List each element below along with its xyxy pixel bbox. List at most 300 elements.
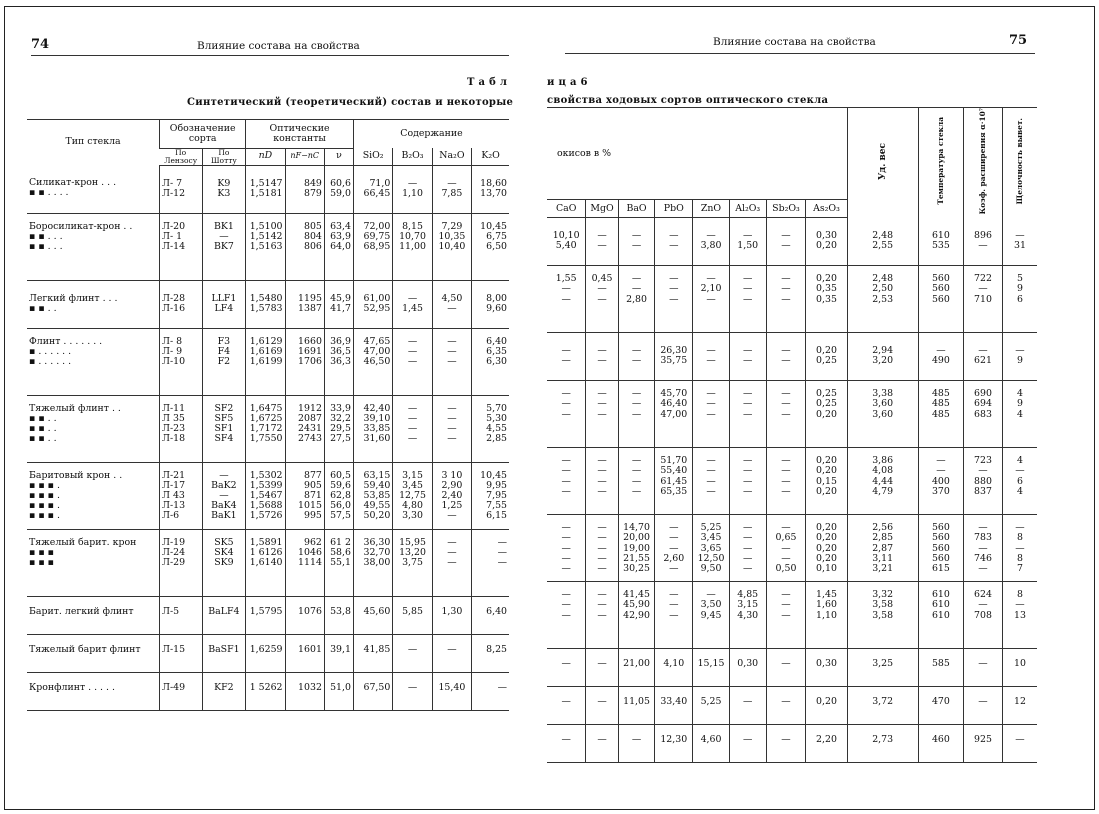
- sb2o3-cell-line: 0,65: [775, 532, 797, 544]
- sb2o3-cell-line: —: [781, 599, 791, 611]
- nfnc-cell-line: 1032: [298, 681, 322, 693]
- k2o-cell-line: 2,85: [486, 433, 507, 445]
- nfnc-cell: [285, 395, 324, 462]
- na2o-cell-line: —: [447, 546, 457, 558]
- sb2o3-cell-line: —: [781, 552, 791, 564]
- b2o3-cell: [393, 596, 432, 634]
- cao-cell-line: 1,55: [555, 273, 577, 285]
- pbo-cell-line: —: [669, 273, 679, 285]
- sio2-cell-line: 31,60: [363, 433, 391, 445]
- nu-cell-line: 60,5: [330, 469, 351, 481]
- k2o-cell-line: 9,60: [486, 302, 507, 314]
- schott-code-cell: [202, 395, 246, 462]
- table-row: [547, 448, 1037, 515]
- mgo-cell-line: —: [597, 599, 607, 611]
- na2o-cell-line: 10,35: [438, 230, 466, 242]
- header-temperature: Температура стекла: [918, 108, 963, 218]
- glass-type-cell: [27, 280, 160, 328]
- nu-cell-line: 64,0: [330, 240, 351, 252]
- pbo-cell-line: 26,30: [660, 345, 688, 357]
- cao-cell: [547, 333, 586, 381]
- sg-cell: [847, 687, 918, 725]
- sio2-cell-line: 61,00: [363, 292, 391, 304]
- right-running-head: Влияние состава на свойства: [713, 36, 876, 48]
- temp-cell-line: 560: [931, 532, 950, 544]
- coef-cell: [964, 582, 1003, 649]
- left-table-word: Т а б л: [467, 77, 508, 88]
- cao-cell-line: —: [561, 609, 571, 621]
- glass-type-cell: [27, 529, 160, 596]
- lenzos-code-cell: [160, 165, 202, 213]
- pbo-cell-line: —: [669, 609, 679, 621]
- cao-cell: [547, 725, 586, 763]
- header-by-schott: По Шотту: [202, 148, 246, 165]
- glass-type-cell-line: Тяжелый барит флинт: [29, 643, 141, 655]
- zno-cell-line: 9,50: [700, 562, 722, 574]
- glass-type-cell-line: ▪ ▪ ▪: [29, 556, 55, 568]
- as2o3-cell-line: 0,35: [816, 293, 837, 305]
- sg-cell-line: 3,60: [872, 408, 894, 420]
- schott-code-cell-line: SF1: [214, 422, 234, 434]
- cao-cell-line: —: [561, 475, 571, 487]
- mgo-cell-line: —: [597, 485, 607, 497]
- mgo-cell-line: —: [597, 355, 607, 367]
- nd-cell-line: 1,5163: [249, 240, 283, 252]
- table-row: [547, 381, 1037, 448]
- glass-type-cell-line: Легкий флинт . . .: [29, 292, 118, 304]
- zno-cell: [693, 725, 730, 763]
- glass-type-cell: [27, 672, 160, 710]
- al2o3-cell-line: 4,85: [737, 589, 759, 601]
- coef-cell-line: —: [978, 696, 988, 708]
- sg-cell-line: 2,48: [872, 273, 894, 285]
- alk-cell: [1002, 649, 1037, 687]
- schott-code-cell: [202, 213, 246, 280]
- lenzos-code-cell: [160, 328, 202, 395]
- na2o-cell-line: 2,40: [441, 489, 463, 501]
- al2o3-cell-line: 0,30: [737, 658, 759, 670]
- glass-type-cell-line: ▪ . . . . . .: [29, 355, 72, 367]
- k2o-cell-line: 6,40: [486, 335, 507, 347]
- b2o3-cell-line: —: [407, 177, 418, 189]
- alk-cell-line: 4: [1016, 455, 1023, 467]
- sg-cell-line: 3,38: [872, 388, 894, 400]
- k2o-cell-line: 10,45: [480, 469, 507, 481]
- zno-cell-line: 3,80: [700, 240, 722, 252]
- zno-cell-line: 3,45: [700, 532, 722, 544]
- bao-cell: [618, 687, 655, 725]
- nd-cell-line: 1,6475: [249, 402, 283, 414]
- sg-cell: [847, 381, 918, 448]
- na2o-cell-line: 7,85: [441, 187, 463, 199]
- right-table-body: [547, 218, 1037, 763]
- al2o3-cell-line: —: [743, 455, 753, 467]
- sio2-cell: [353, 462, 392, 529]
- b2o3-cell-line: —: [407, 412, 418, 424]
- b2o3-cell-line: 5,85: [402, 605, 423, 617]
- zno-cell-line: —: [706, 398, 716, 410]
- nd-cell: [246, 280, 285, 328]
- header-optical-constants: Оптические константы: [246, 120, 354, 149]
- al2o3-cell-line: —: [743, 273, 753, 285]
- lenzos-code-cell-line: Л-12: [162, 187, 186, 199]
- temp-cell-line: 610: [931, 589, 950, 601]
- lenzos-code-cell: [160, 213, 202, 280]
- al2o3-cell-line: —: [743, 485, 753, 497]
- pbo-cell-line: 2,60: [663, 552, 685, 564]
- sio2-cell-line: 52,95: [363, 302, 391, 314]
- schott-code-cell-line: F3: [217, 335, 231, 347]
- as2o3-cell: [806, 582, 847, 649]
- nfnc-cell-line: 905: [304, 479, 322, 491]
- b2o3-cell-line: 12,75: [399, 489, 426, 501]
- mgo-cell-line: —: [597, 734, 607, 746]
- zno-cell-line: —: [706, 455, 716, 467]
- nd-cell-line: 1,6199: [249, 355, 283, 367]
- bao-cell-line: 2,80: [626, 293, 647, 305]
- sb2o3-cell-line: —: [781, 240, 791, 252]
- lenzos-code-cell-line: Л-10: [162, 355, 186, 367]
- b2o3-cell: [393, 328, 432, 395]
- na2o-cell-line: —: [447, 510, 457, 522]
- as2o3-cell-line: 1,60: [816, 599, 837, 611]
- na2o-cell: [432, 395, 471, 462]
- sg-cell-line: 2,55: [872, 239, 894, 251]
- k2o-cell-line: 7,95: [486, 489, 507, 501]
- coef-cell: [964, 448, 1003, 515]
- as2o3-cell-line: 0,35: [816, 283, 837, 295]
- nfnc-cell-line: 1691: [298, 345, 322, 357]
- glass-type-cell-line: Кронфлинт . . . . .: [29, 681, 115, 693]
- sb2o3-cell-line: —: [781, 230, 791, 242]
- nd-cell: [246, 395, 285, 462]
- alk-cell-line: 4: [1016, 485, 1023, 497]
- nfnc-cell-line: 877: [304, 469, 322, 481]
- k2o-cell-line: —: [497, 536, 507, 548]
- temp-cell-line: 560: [931, 273, 950, 285]
- glass-type-cell: [27, 328, 160, 395]
- pbo-cell-line: —: [669, 562, 679, 574]
- mgo-cell: [586, 266, 618, 333]
- alk-cell: [1002, 515, 1037, 582]
- cao-cell: [547, 448, 586, 515]
- sg-cell: [847, 266, 918, 333]
- alk-cell-line: 5: [1016, 273, 1023, 285]
- pbo-cell: [655, 333, 693, 381]
- k2o-cell-line: 9,95: [486, 479, 507, 491]
- pbo-cell-line: —: [669, 240, 679, 252]
- schott-code-cell-line: LLF1: [211, 292, 237, 304]
- right-head-rule: [565, 53, 1035, 54]
- coef-cell: [964, 333, 1003, 381]
- zno-cell-line: —: [706, 465, 716, 477]
- b2o3-cell-line: 15,95: [399, 536, 426, 548]
- nu-cell-line: 45,9: [330, 292, 351, 304]
- pbo-cell-line: —: [669, 293, 679, 305]
- pbo-cell: [655, 381, 693, 448]
- k2o-cell-line: 6,50: [486, 240, 507, 252]
- as2o3-cell-line: 1,45: [816, 589, 837, 601]
- nd-cell-line: 1,5688: [249, 500, 283, 512]
- sb2o3-cell-line: —: [781, 696, 791, 708]
- coef-cell-line: 690: [974, 388, 992, 400]
- sb2o3-cell: [766, 333, 806, 381]
- nfnc-cell: [285, 280, 324, 328]
- na2o-cell-line: 1,25: [441, 500, 463, 512]
- coef-cell-line: —: [978, 345, 988, 357]
- alk-cell-line: 6: [1016, 293, 1023, 305]
- nu-cell-line: 33,9: [330, 402, 351, 414]
- bao-cell-line: 21,55: [623, 552, 650, 564]
- b2o3-cell-line: —: [407, 422, 418, 434]
- k2o-cell: [472, 672, 509, 710]
- b2o3-cell-line: —: [407, 643, 418, 655]
- glass-type-cell-line: ▪ ▪ . .: [29, 412, 57, 424]
- k2o-cell-line: 4,55: [486, 422, 507, 434]
- sb2o3-cell-line: —: [781, 293, 791, 305]
- temp-cell-line: 485: [931, 388, 950, 400]
- sio2-cell-line: 47,65: [363, 335, 391, 347]
- sb2o3-cell-line: —: [781, 609, 791, 621]
- left-composition-table: [27, 119, 509, 711]
- sb2o3-cell: [766, 582, 806, 649]
- sg-cell-line: 2,48: [872, 229, 894, 241]
- k2o-cell: [472, 280, 509, 328]
- nu-cell-line: 55,1: [330, 556, 351, 568]
- table-row: [547, 515, 1037, 582]
- al2o3-cell-line: 1,50: [737, 240, 759, 252]
- header-sb2o3: Sb₂O₃: [766, 200, 806, 218]
- zno-cell-line: 4,60: [700, 734, 722, 746]
- nd-cell-line: 1,5783: [249, 302, 283, 314]
- alk-cell: [1002, 333, 1037, 381]
- k2o-cell: [472, 529, 509, 596]
- lenzos-code-cell-line: Л-13: [162, 500, 186, 512]
- al2o3-cell-line: 4,30: [737, 609, 759, 621]
- nu-cell: [324, 395, 353, 462]
- schott-code-cell-line: F2: [217, 355, 231, 367]
- cao-cell-line: —: [561, 734, 571, 746]
- lenzos-code-cell-line: Л-17: [162, 479, 186, 491]
- nu-cell: [324, 529, 353, 596]
- glass-type-cell-line: ▪ ▪ . .: [29, 302, 57, 314]
- zno-cell: [693, 333, 730, 381]
- header-glass-type: Тип стекла: [27, 120, 160, 166]
- glass-type-cell-line: Барит. легкий флинт: [29, 605, 134, 617]
- sg-cell-line: 3,32: [872, 589, 894, 601]
- table-row: [27, 328, 509, 395]
- bao-cell-line: —: [631, 398, 642, 410]
- lenzos-code-cell: [160, 634, 202, 672]
- pbo-cell: [655, 582, 693, 649]
- bao-cell-line: —: [631, 455, 642, 467]
- glass-type-cell: [27, 596, 160, 634]
- pbo-cell: [655, 218, 693, 266]
- k2o-cell: [472, 328, 509, 395]
- zno-cell-line: —: [706, 388, 716, 400]
- nd-cell-line: 1,6169: [249, 345, 283, 357]
- temp-cell-line: 535: [931, 239, 950, 251]
- mgo-cell-line: —: [597, 465, 607, 477]
- sb2o3-cell-line: —: [781, 658, 791, 670]
- sg-cell: [847, 582, 918, 649]
- mgo-cell-line: —: [597, 475, 607, 487]
- al2o3-cell-line: —: [743, 283, 753, 295]
- nu-cell-line: 56,0: [330, 500, 351, 512]
- right-properties-table: [547, 107, 1037, 763]
- pbo-cell-line: 35,75: [660, 355, 688, 367]
- bao-cell-line: —: [631, 355, 642, 367]
- sg-cell-line: 4,08: [872, 465, 894, 477]
- b2o3-cell: [393, 213, 432, 280]
- pbo-cell-line: —: [669, 522, 679, 534]
- nu-cell-line: 61 2: [330, 536, 351, 548]
- k2o-cell-line: —: [497, 681, 507, 693]
- zno-cell-line: —: [706, 408, 716, 420]
- schott-code-cell-line: BaLF4: [208, 605, 240, 617]
- b2o3-cell-line: 4,80: [402, 500, 423, 512]
- pbo-cell-line: 4,10: [663, 658, 685, 670]
- cao-cell: [547, 266, 586, 333]
- zno-cell-line: 2,10: [700, 283, 722, 295]
- b2o3-cell-line: 8,15: [402, 220, 423, 232]
- na2o-cell-line: 10,40: [438, 240, 466, 252]
- al2o3-cell: [729, 649, 766, 687]
- na2o-cell-line: —: [447, 345, 457, 357]
- temp-cell-line: 560: [931, 283, 950, 295]
- header-b2o3: B₂O₃: [393, 148, 432, 165]
- al2o3-cell-line: —: [743, 293, 753, 305]
- coef-cell-line: 783: [974, 532, 992, 544]
- nd-cell: [246, 672, 285, 710]
- al2o3-cell-line: 3,15: [737, 599, 759, 611]
- mgo-cell-line: —: [597, 589, 607, 601]
- pbo-cell-line: —: [669, 230, 679, 242]
- b2o3-cell-line: —: [407, 681, 418, 693]
- cao-cell-line: —: [561, 465, 571, 477]
- k2o-cell-line: 6,35: [486, 345, 507, 357]
- al2o3-cell-line: —: [743, 230, 753, 242]
- schott-code-cell-line: SK5: [214, 536, 234, 548]
- al2o3-cell-line: —: [743, 734, 753, 746]
- glass-type-cell-line: ▪ ▪ ▪ .: [29, 479, 60, 491]
- glass-type-cell-line: ▪ ▪ ▪: [29, 546, 55, 558]
- sg-cell-line: 4,44: [872, 475, 894, 487]
- b2o3-cell-line: 3,15: [402, 469, 423, 481]
- schott-code-cell-line: SK4: [214, 546, 234, 558]
- sb2o3-cell-line: —: [781, 734, 791, 746]
- al2o3-cell-line: —: [743, 398, 753, 410]
- mgo-cell: [586, 687, 618, 725]
- na2o-cell-line: —: [447, 302, 457, 314]
- header-nfnc: nF−nC: [285, 148, 324, 165]
- coef-cell-line: —: [978, 465, 988, 477]
- coef-cell: [964, 381, 1003, 448]
- alk-cell-line: 10: [1013, 658, 1026, 670]
- table-row: [547, 649, 1037, 687]
- table-row: [27, 596, 509, 634]
- na2o-cell-line: 15,40: [438, 681, 466, 693]
- sb2o3-cell-line: —: [781, 398, 791, 410]
- as2o3-cell-line: 0,20: [816, 696, 837, 708]
- zno-cell-line: —: [706, 230, 716, 242]
- sio2-cell: [353, 328, 392, 395]
- nd-cell-line: 1,7172: [249, 422, 283, 434]
- bao-cell-line: —: [631, 345, 642, 357]
- schott-code-cell-line: BaK2: [211, 479, 237, 491]
- temp-cell: [918, 333, 963, 381]
- schott-code-cell-line: F4: [217, 345, 231, 357]
- na2o-cell: [432, 596, 471, 634]
- table-row: [547, 687, 1037, 725]
- al2o3-cell: [729, 687, 766, 725]
- sg-cell-line: 3,60: [872, 398, 894, 410]
- bao-cell-line: —: [631, 475, 642, 487]
- nfnc-cell: [285, 165, 324, 213]
- na2o-cell-line: —: [447, 412, 457, 424]
- zno-cell-line: 3,65: [700, 542, 722, 554]
- nd-cell-line: 1,5795: [249, 605, 283, 617]
- alk-cell-line: 13: [1013, 609, 1026, 621]
- nfnc-cell: [285, 328, 324, 395]
- temp-cell: [918, 448, 963, 515]
- b2o3-cell-line: —: [407, 345, 418, 357]
- glass-type-cell-line: ▪ ▪ ▪ .: [29, 489, 60, 501]
- bao-cell-line: 19,00: [623, 542, 650, 554]
- schott-code-cell: [202, 462, 246, 529]
- glass-type-cell: [27, 395, 160, 462]
- nd-cell-line: 1,7550: [249, 433, 283, 445]
- mgo-cell: [586, 381, 618, 448]
- sio2-cell-line: 69,75: [363, 230, 391, 242]
- cao-cell-line: —: [561, 542, 571, 554]
- sg-cell: [847, 725, 918, 763]
- table-row: [27, 213, 509, 280]
- alk-cell-line: 8: [1016, 589, 1023, 601]
- as2o3-cell: [806, 333, 847, 381]
- glass-type-cell-line: Боросиликат-крон . .: [29, 220, 133, 232]
- nfnc-cell-line: 1076: [298, 605, 322, 617]
- lenzos-code-cell: [160, 672, 202, 710]
- bao-cell-line: 30,25: [623, 562, 650, 574]
- pbo-cell-line: 55,40: [660, 465, 688, 477]
- alk-cell-line: 4: [1016, 388, 1023, 400]
- as2o3-cell-line: 0,20: [816, 273, 837, 285]
- pbo-cell: [655, 687, 693, 725]
- sg-cell: [847, 448, 918, 515]
- zno-cell-line: —: [706, 293, 716, 305]
- nd-cell-line: 1,5480: [249, 292, 283, 304]
- header-expansion-coef: Коэф. расширения α·10⁷: [964, 108, 1003, 218]
- zno-cell-line: 5,25: [700, 522, 722, 534]
- table-row: [27, 280, 509, 328]
- coef-cell-line: —: [978, 522, 988, 534]
- b2o3-cell: [393, 634, 432, 672]
- pbo-cell-line: 61,45: [660, 475, 688, 487]
- nfnc-cell: [285, 596, 324, 634]
- nd-cell-line: 1,5399: [249, 479, 283, 491]
- as2o3-cell-line: 0,20: [816, 552, 837, 564]
- temp-cell-line: 470: [931, 696, 950, 708]
- b2o3-cell-line: 3,30: [402, 510, 423, 522]
- mgo-cell-line: —: [597, 696, 607, 708]
- sg-cell-line: 2,73: [872, 734, 894, 746]
- bao-cell-line: —: [631, 273, 642, 285]
- nd-cell-line: 1,5142: [249, 230, 283, 242]
- header-oxides-percent: окисов в %: [547, 108, 847, 200]
- nfnc-cell-line: 805: [304, 220, 322, 232]
- nu-cell-line: 60,6: [330, 177, 351, 189]
